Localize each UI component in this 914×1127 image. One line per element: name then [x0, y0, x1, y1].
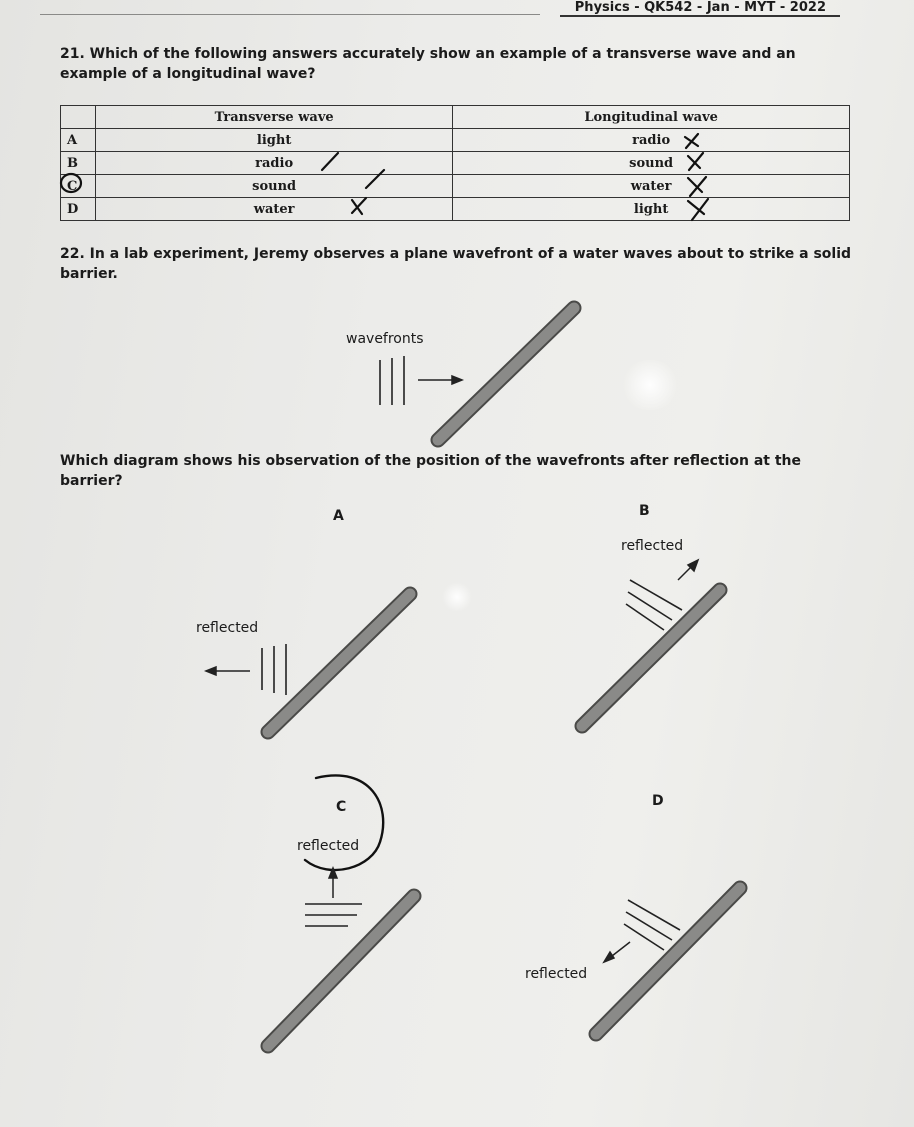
longitudinal-cell: water [453, 175, 850, 198]
option-d-label: reflected [525, 966, 588, 982]
header-transverse: Transverse wave [96, 106, 453, 129]
row-letter: B [61, 152, 96, 175]
option-a-label: reflected [196, 620, 259, 636]
longitudinal-cell: radio [453, 129, 850, 152]
row-letter: D [61, 198, 96, 221]
transverse-cell: light [96, 129, 453, 152]
option-b-label: reflected [621, 538, 684, 554]
wavefronts-label: wavefronts [346, 331, 424, 347]
option-d-diagram [596, 888, 740, 1034]
option-letter-d: D [652, 793, 664, 809]
circle-mark-option-c [305, 775, 383, 870]
question-22-text: 22. In a lab experiment, Jeremy observes a plane wavefront of a water waves about to strike a solid barrier. [60, 246, 852, 282]
option-b-diagram [582, 560, 720, 726]
option-a-diagram [206, 594, 410, 732]
option-c-label: reflected [297, 838, 360, 854]
question-21-text: 21. Which of the following answers accurately show an example of a transverse wave and an example of a longitudinal wave? [60, 46, 796, 82]
header-longitudinal: Longitudinal wave [453, 106, 850, 129]
transverse-cell: radio [96, 152, 453, 175]
option-letter-c: C [336, 799, 347, 815]
transverse-cell: water [96, 198, 453, 221]
row-letter: C [61, 175, 96, 198]
option-letter-b: B [639, 503, 650, 519]
row-letter: A [61, 129, 96, 152]
question-22-prompt: Which diagram shows his observation of the position of the wavefronts after reflection at the barrier? [60, 453, 801, 489]
transverse-cell: sound [96, 175, 453, 198]
page-header: Physics - QK542 - Jan - MYT - 2022 [574, 0, 826, 15]
longitudinal-cell: sound [453, 152, 850, 175]
longitudinal-cell: light [453, 198, 850, 221]
option-letter-a: A [333, 508, 344, 524]
option-c-diagram [268, 775, 414, 1046]
photo-glare-small [442, 582, 472, 612]
